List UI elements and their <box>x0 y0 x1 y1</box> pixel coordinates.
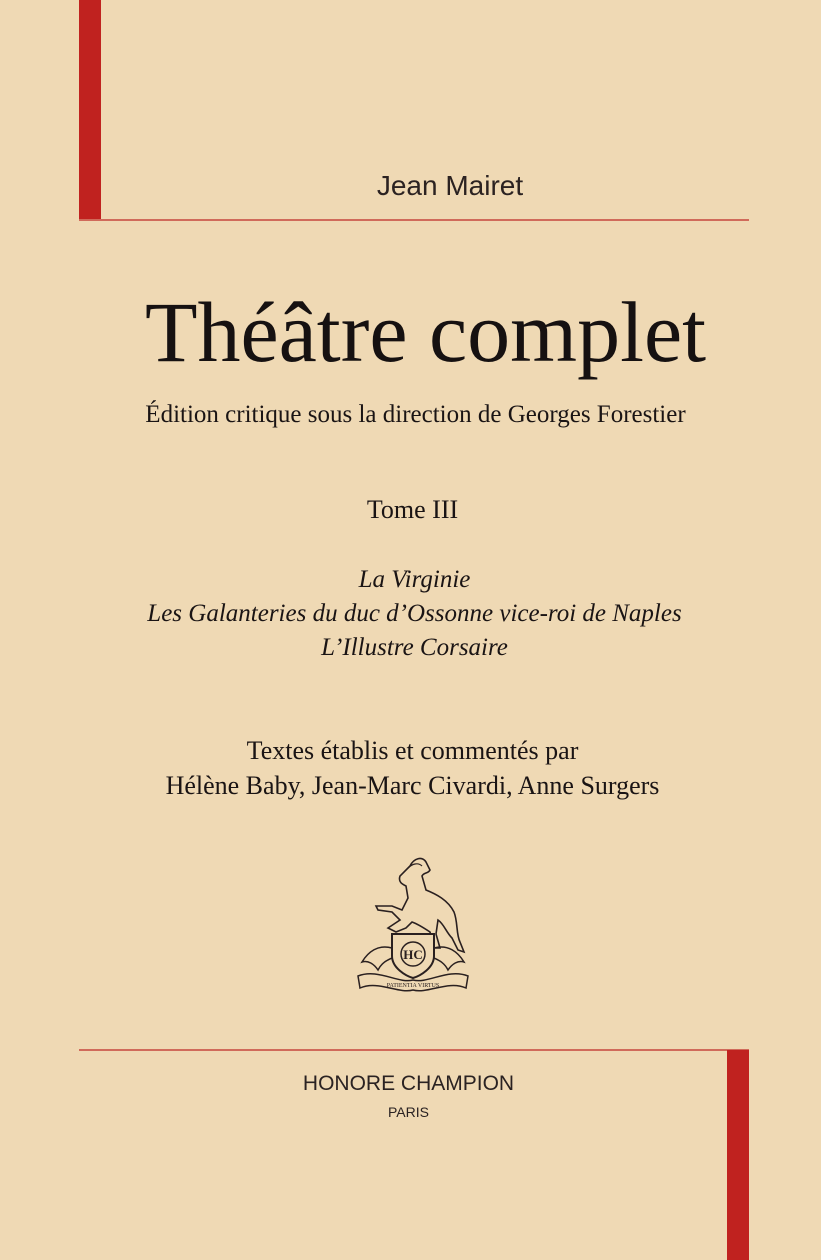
editors-intro: Textes établis et commentés par <box>246 736 579 765</box>
svg-text:HC: HC <box>403 947 423 962</box>
play-title: La Virginie <box>358 566 471 593</box>
author-name: Jean Mairet <box>376 170 524 201</box>
bottom-rule <box>79 1049 749 1051</box>
plays-list <box>4 563 821 665</box>
play-title: Les Galanteries du duc d’Ossonne vice-roi de Naples <box>147 600 682 627</box>
publisher-name: HONORE CHAMPION <box>302 1072 515 1095</box>
book-title: Théâtre complet <box>144 284 707 380</box>
editors-names: Hélène Baby, Jean-Marc Civardi, Anne Surgers <box>165 771 660 800</box>
volume-label: Tome III <box>366 495 459 524</box>
top-accent-bar <box>79 0 101 221</box>
horse-crest-emblem-icon <box>348 852 478 998</box>
publisher-city: PARIS <box>388 1104 429 1120</box>
play-title: L’Illustre Corsaire <box>321 634 508 661</box>
editors-block <box>2 733 821 803</box>
top-rule <box>79 219 749 221</box>
svg-text:PATIENTIA VIRTUS: PATIENTIA VIRTUS <box>386 983 440 989</box>
book-subtitle: Édition critique sous la direction de Georges Forestier <box>145 401 686 428</box>
